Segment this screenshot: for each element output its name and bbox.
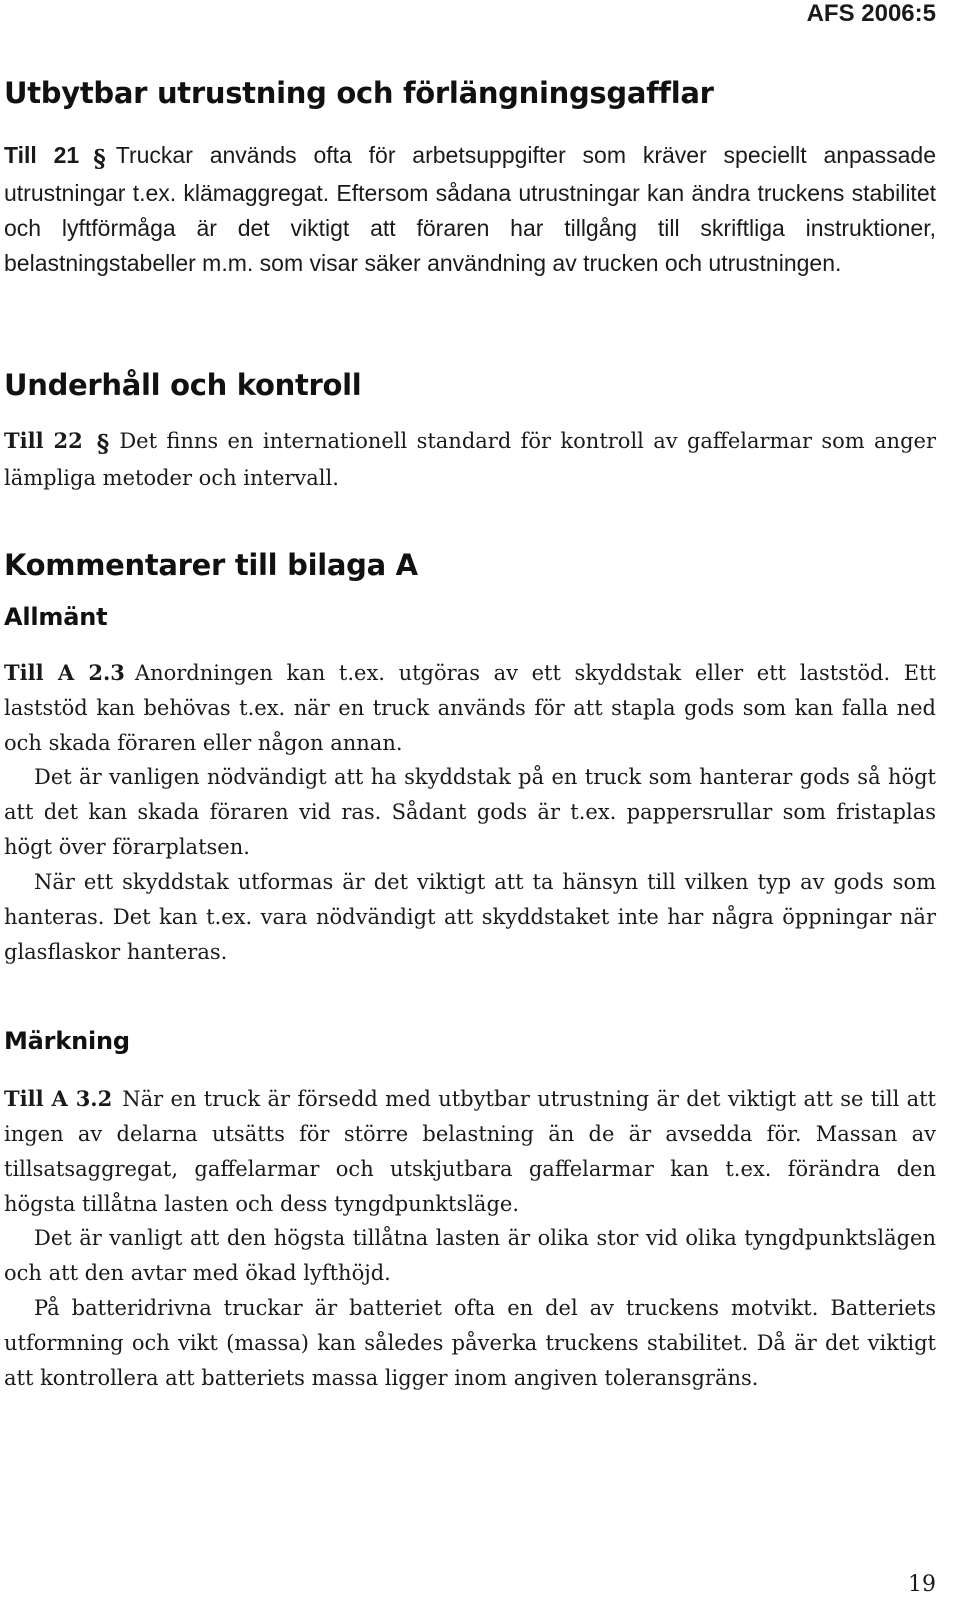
section-sign-icon: §: [93, 144, 106, 173]
section-ref: Till A 2.3: [4, 660, 125, 685]
page-number: 19: [908, 1572, 936, 1597]
section-heading-underhall: Underhåll och kontroll: [4, 368, 362, 402]
paragraph-till-a-2-3: [4, 655, 936, 761]
section-ref: Till 21: [4, 142, 80, 168]
section-sign-icon: §: [96, 429, 110, 458]
section-heading-kommentarer: Kommentarer till bilaga A: [4, 548, 418, 582]
section-ref: Till A 3.2: [4, 1086, 113, 1111]
paragraph-till-21: [4, 138, 936, 281]
paragraph-skyddstak-utformning: När ett skyddstak utformas är det viktigt att ta hänsyn till vilken typ av gods som hanteras. Det kan t.ex. vara nödvändigt att skyddstaket inte har några öppningar när glasflaskor hanteras.: [4, 870, 936, 964]
subheading-markning: Märkning: [4, 1027, 130, 1055]
paragraph-till-a-3-2: [4, 1081, 936, 1222]
section-heading-utbytbar: Utbytbar utrustning och förlängningsgafflar: [4, 76, 714, 110]
section-ref: Till 22: [4, 428, 83, 453]
paragraph-batteri: På batteridrivna truckar är batteriet ofta en del av truckens motvikt. Batteriets utformning och vikt (massa) kan således påverka truckens stabilitet. Då är det viktigt att kontrollera att batteriets massa ligger inom angiven toleransgräns.: [4, 1296, 936, 1390]
paragraph-text: Truckar används ofta för arbetsuppgifter som kräver speciellt anpassade utrustningar t.ex. klämaggregat. Eftersom sådana utrustningar kan ändra truckens stabilitet och lyftförmåga är det viktigt att föraren har tillgång till skriftliga instruktioner, belastningstabeller m.m. som visar säker användning av trucken och utrustningen.: [4, 142, 936, 276]
paragraph-text: När en truck är försedd med utbytbar utrustning är det viktigt att se till att ingen av delarna utsätts för större belastning än de är avsedda för. Massan av tillsatsaggregat, gaffelarmar och utskjutbara gaffelarmar kan t.ex. förändra den högsta tillåtna lasten och dess tyngdpunktsläge.: [4, 1087, 936, 1216]
subheading-allmant: Allmänt: [4, 603, 108, 631]
document-code: AFS 2006:5: [806, 0, 936, 27]
paragraph-hogsta-last: Det är vanligt att den högsta tillåtna lasten är olika stor vid olika tyngdpunktslägen och att den avtar med ökad lyfthöjd.: [4, 1226, 936, 1285]
paragraph-skyddstak: Det är vanligen nödvändigt att ha skyddstak på en truck som hanterar gods så högt att det kan skada föraren vid ras. Sådant gods är t.ex. pappersrullar som fristaplas högt över förarplatsen.: [4, 765, 936, 859]
paragraph-text: Det finns en internationell standard för kontroll av gaffelarmar som anger lämpliga metoder och intervall.: [4, 429, 936, 490]
paragraph-till-22: [4, 423, 936, 496]
paragraph-text: Anordningen kan t.ex. utgöras av ett skyddstak eller ett laststöd. Ett laststöd kan behövas t.ex. när en truck används för att stapla gods som kan falla ned och skada föraren eller någon annan.: [4, 661, 936, 755]
